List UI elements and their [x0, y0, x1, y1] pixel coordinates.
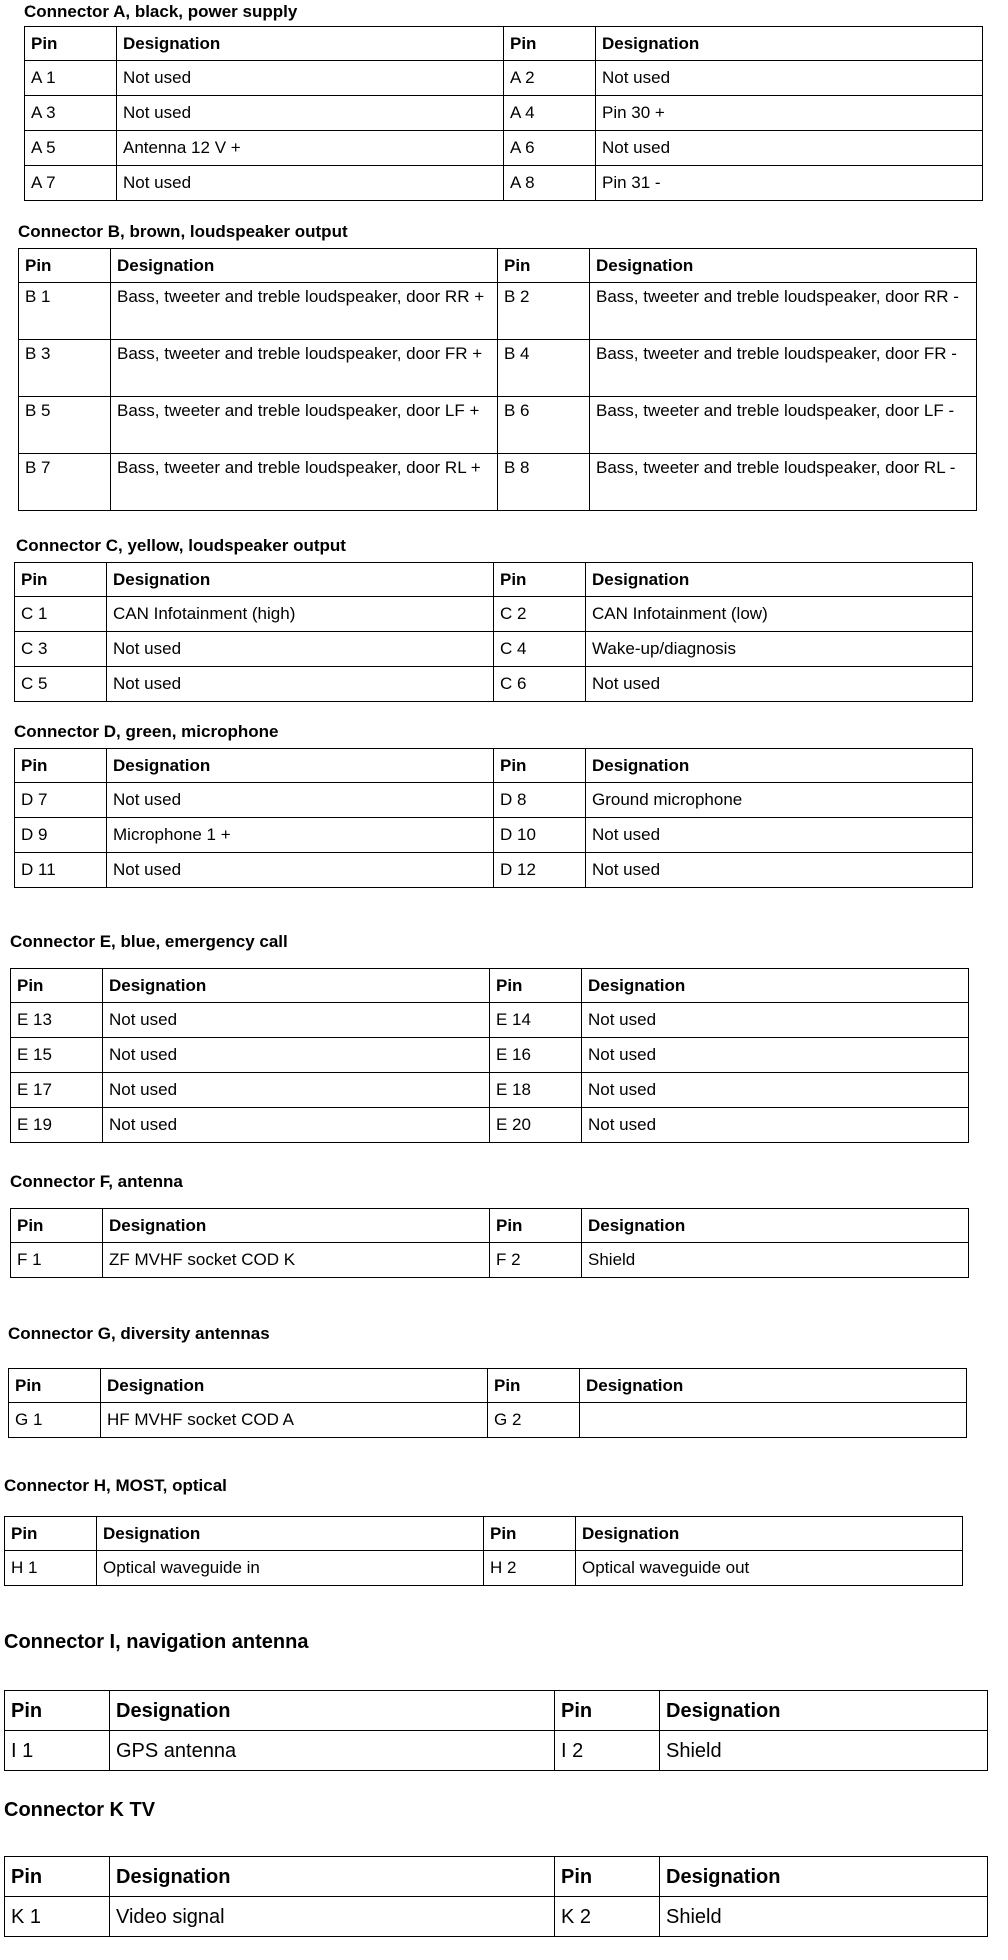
designation-cell: Not used — [117, 166, 504, 201]
header-designation: Designation — [103, 1209, 490, 1243]
connector-b-title: Connector B, brown, loudspeaker output — [18, 222, 348, 241]
designation-cell: Optical waveguide in — [97, 1551, 484, 1586]
header-pin: Pin — [494, 563, 586, 597]
pin-cell: E 13 — [11, 1003, 103, 1038]
designation-cell: CAN Infotainment (low) — [586, 597, 973, 632]
pin-cell: B 4 — [498, 340, 590, 397]
pin-cell: A 1 — [25, 61, 117, 96]
pin-cell: G 1 — [9, 1403, 101, 1438]
designation-cell: Not used — [107, 783, 494, 818]
pin-cell: A 4 — [504, 96, 596, 131]
table-header-row — [5, 1691, 988, 1731]
connector-k-table — [4, 1856, 988, 1937]
designation-cell: Not used — [582, 1108, 969, 1143]
designation-cell: Shield — [582, 1243, 969, 1278]
header-pin: Pin — [5, 1691, 110, 1731]
header-pin: Pin — [9, 1369, 101, 1403]
pin-cell: E 15 — [11, 1038, 103, 1073]
designation-cell: Video signal — [110, 1897, 555, 1937]
table-row — [15, 783, 973, 818]
table-row — [19, 340, 977, 397]
header-pin: Pin — [490, 1209, 582, 1243]
connector-h-table — [4, 1516, 963, 1586]
header-pin: Pin — [504, 27, 596, 61]
header-designation: Designation — [110, 1691, 555, 1731]
designation-cell: Not used — [586, 853, 973, 888]
pin-cell: B 7 — [19, 454, 111, 511]
pin-cell: F 1 — [11, 1243, 103, 1278]
table-header-row — [9, 1369, 967, 1403]
table-row — [5, 1551, 963, 1586]
pin-cell: E 19 — [11, 1108, 103, 1143]
table-row — [25, 166, 983, 201]
pin-cell: G 2 — [488, 1403, 580, 1438]
table-row — [11, 1038, 969, 1073]
pin-cell: E 14 — [490, 1003, 582, 1038]
pin-cell: H 2 — [484, 1551, 576, 1586]
table-header-row — [11, 969, 969, 1003]
designation-cell: Bass, tweeter and treble loudspeaker, door RL + — [111, 454, 498, 511]
table-row — [25, 61, 983, 96]
pin-cell: A 6 — [504, 131, 596, 166]
header-pin: Pin — [498, 249, 590, 283]
pin-cell: K 2 — [555, 1897, 660, 1937]
header-designation: Designation — [660, 1691, 988, 1731]
header-designation: Designation — [97, 1517, 484, 1551]
designation-cell: Bass, tweeter and treble loudspeaker, door LF - — [590, 397, 977, 454]
designation-cell: GPS antenna — [110, 1731, 555, 1771]
designation-cell: Bass, tweeter and treble loudspeaker, door FR - — [590, 340, 977, 397]
designation-cell: Bass, tweeter and treble loudspeaker, door RR - — [590, 283, 977, 340]
header-designation: Designation — [101, 1369, 488, 1403]
connector-c-table — [14, 562, 973, 702]
table-row — [25, 96, 983, 131]
designation-cell: Not used — [107, 853, 494, 888]
table-header-row — [5, 1857, 988, 1897]
table-row — [15, 818, 973, 853]
designation-cell: Antenna 12 V + — [117, 131, 504, 166]
header-designation: Designation — [103, 969, 490, 1003]
designation-cell: Bass, tweeter and treble loudspeaker, door RR + — [111, 283, 498, 340]
connector-f-title: Connector F, antenna — [10, 1172, 183, 1191]
designation-cell: Not used — [103, 1073, 490, 1108]
designation-cell: Not used — [107, 667, 494, 702]
connector-e-table — [10, 968, 969, 1143]
designation-cell: Pin 30 + — [596, 96, 983, 131]
pin-cell: A 7 — [25, 166, 117, 201]
table-header-row — [15, 749, 973, 783]
table-row — [15, 597, 973, 632]
connector-a-table — [24, 26, 983, 201]
designation-cell: Not used — [117, 96, 504, 131]
pin-cell: K 1 — [5, 1897, 110, 1937]
pin-cell: C 3 — [15, 632, 107, 667]
header-designation: Designation — [586, 563, 973, 597]
table-header-row — [15, 563, 973, 597]
header-pin: Pin — [484, 1517, 576, 1551]
pin-cell: C 4 — [494, 632, 586, 667]
designation-cell: Not used — [107, 632, 494, 667]
table-row — [19, 454, 977, 511]
connector-d-table — [14, 748, 973, 888]
connector-d-title: Connector D, green, microphone — [14, 722, 279, 741]
header-designation: Designation — [596, 27, 983, 61]
pin-cell: C 6 — [494, 667, 586, 702]
connector-i-title: Connector I, navigation antenna — [4, 1631, 309, 1653]
designation-cell: Bass, tweeter and treble loudspeaker, door LF + — [111, 397, 498, 454]
pin-cell: I 1 — [5, 1731, 110, 1771]
pin-cell: I 2 — [555, 1731, 660, 1771]
pin-cell: H 1 — [5, 1551, 97, 1586]
pin-cell: B 5 — [19, 397, 111, 454]
designation-cell: Not used — [596, 131, 983, 166]
header-designation: Designation — [580, 1369, 967, 1403]
designation-cell: Not used — [582, 1073, 969, 1108]
header-designation: Designation — [107, 563, 494, 597]
designation-cell: Not used — [103, 1003, 490, 1038]
header-pin: Pin — [11, 1209, 103, 1243]
connector-h-title: Connector H, MOST, optical — [4, 1476, 227, 1495]
table-header-row — [11, 1209, 969, 1243]
table-row — [5, 1897, 988, 1937]
table-row — [25, 131, 983, 166]
header-pin: Pin — [5, 1857, 110, 1897]
designation-cell: Bass, tweeter and treble loudspeaker, door FR + — [111, 340, 498, 397]
table-row — [11, 1243, 969, 1278]
designation-cell: Not used — [582, 1003, 969, 1038]
header-pin: Pin — [555, 1857, 660, 1897]
pin-cell: E 16 — [490, 1038, 582, 1073]
header-pin: Pin — [19, 249, 111, 283]
pin-cell: A 8 — [504, 166, 596, 201]
table-row — [9, 1403, 967, 1438]
designation-cell: ZF MVHF socket COD K — [103, 1243, 490, 1278]
pin-cell: D 9 — [15, 818, 107, 853]
pin-cell: E 20 — [490, 1108, 582, 1143]
pin-cell: D 8 — [494, 783, 586, 818]
pin-cell: D 11 — [15, 853, 107, 888]
table-row — [11, 1108, 969, 1143]
pin-cell: D 10 — [494, 818, 586, 853]
pin-cell: D 12 — [494, 853, 586, 888]
header-pin: Pin — [15, 749, 107, 783]
table-header-row — [5, 1517, 963, 1551]
table-header-row — [25, 27, 983, 61]
designation-cell — [580, 1403, 967, 1438]
designation-cell: Not used — [103, 1038, 490, 1073]
pin-cell: B 2 — [498, 283, 590, 340]
designation-cell: HF MVHF socket COD A — [101, 1403, 488, 1438]
connector-g-table — [8, 1368, 967, 1438]
table-row — [5, 1731, 988, 1771]
table-row — [15, 632, 973, 667]
pin-cell: E 17 — [11, 1073, 103, 1108]
table-header-row — [19, 249, 977, 283]
header-designation: Designation — [111, 249, 498, 283]
table-row — [15, 667, 973, 702]
header-designation: Designation — [110, 1857, 555, 1897]
header-designation: Designation — [660, 1857, 988, 1897]
header-designation: Designation — [582, 1209, 969, 1243]
table-row — [19, 397, 977, 454]
header-designation: Designation — [582, 969, 969, 1003]
pin-cell: A 3 — [25, 96, 117, 131]
designation-cell: Wake-up/diagnosis — [586, 632, 973, 667]
connector-c-title: Connector C, yellow, loudspeaker output — [16, 536, 346, 555]
designation-cell: Not used — [596, 61, 983, 96]
table-row — [11, 1003, 969, 1038]
header-pin: Pin — [5, 1517, 97, 1551]
table-row — [11, 1073, 969, 1108]
pin-cell: C 1 — [15, 597, 107, 632]
header-pin: Pin — [555, 1691, 660, 1731]
connector-k-title: Connector K TV — [4, 1799, 156, 1821]
designation-cell: Not used — [586, 667, 973, 702]
header-pin: Pin — [488, 1369, 580, 1403]
designation-cell: Bass, tweeter and treble loudspeaker, door RL - — [590, 454, 977, 511]
designation-cell: Ground microphone — [586, 783, 973, 818]
pin-cell: F 2 — [490, 1243, 582, 1278]
pin-cell: C 2 — [494, 597, 586, 632]
designation-cell: Microphone 1 + — [107, 818, 494, 853]
designation-cell: Shield — [660, 1731, 988, 1771]
header-designation: Designation — [117, 27, 504, 61]
header-designation: Designation — [590, 249, 977, 283]
pin-cell: E 18 — [490, 1073, 582, 1108]
designation-cell: Shield — [660, 1897, 988, 1937]
header-designation: Designation — [586, 749, 973, 783]
designation-cell: Not used — [582, 1038, 969, 1073]
connector-f-table — [10, 1208, 969, 1278]
header-pin: Pin — [15, 563, 107, 597]
pin-cell: A 5 — [25, 131, 117, 166]
header-pin: Pin — [494, 749, 586, 783]
header-pin: Pin — [11, 969, 103, 1003]
designation-cell: Pin 31 - — [596, 166, 983, 201]
header-pin: Pin — [25, 27, 117, 61]
designation-cell: Not used — [586, 818, 973, 853]
connector-b-table — [18, 248, 977, 511]
pin-cell: D 7 — [15, 783, 107, 818]
connector-i-table — [4, 1690, 988, 1771]
header-pin: Pin — [490, 969, 582, 1003]
table-row — [15, 853, 973, 888]
connector-g-title: Connector G, diversity antennas — [8, 1324, 270, 1343]
connector-a-title: Connector A, black, power supply — [24, 2, 298, 21]
designation-cell: Not used — [103, 1108, 490, 1143]
pin-cell: B 3 — [19, 340, 111, 397]
pin-cell: B 6 — [498, 397, 590, 454]
pin-cell: B 8 — [498, 454, 590, 511]
pin-cell: A 2 — [504, 61, 596, 96]
designation-cell: CAN Infotainment (high) — [107, 597, 494, 632]
connector-e-title: Connector E, blue, emergency call — [10, 932, 288, 951]
designation-cell: Not used — [117, 61, 504, 96]
pin-cell: C 5 — [15, 667, 107, 702]
designation-cell: Optical waveguide out — [576, 1551, 963, 1586]
header-designation: Designation — [576, 1517, 963, 1551]
pin-cell: B 1 — [19, 283, 111, 340]
header-designation: Designation — [107, 749, 494, 783]
table-row — [19, 283, 977, 340]
